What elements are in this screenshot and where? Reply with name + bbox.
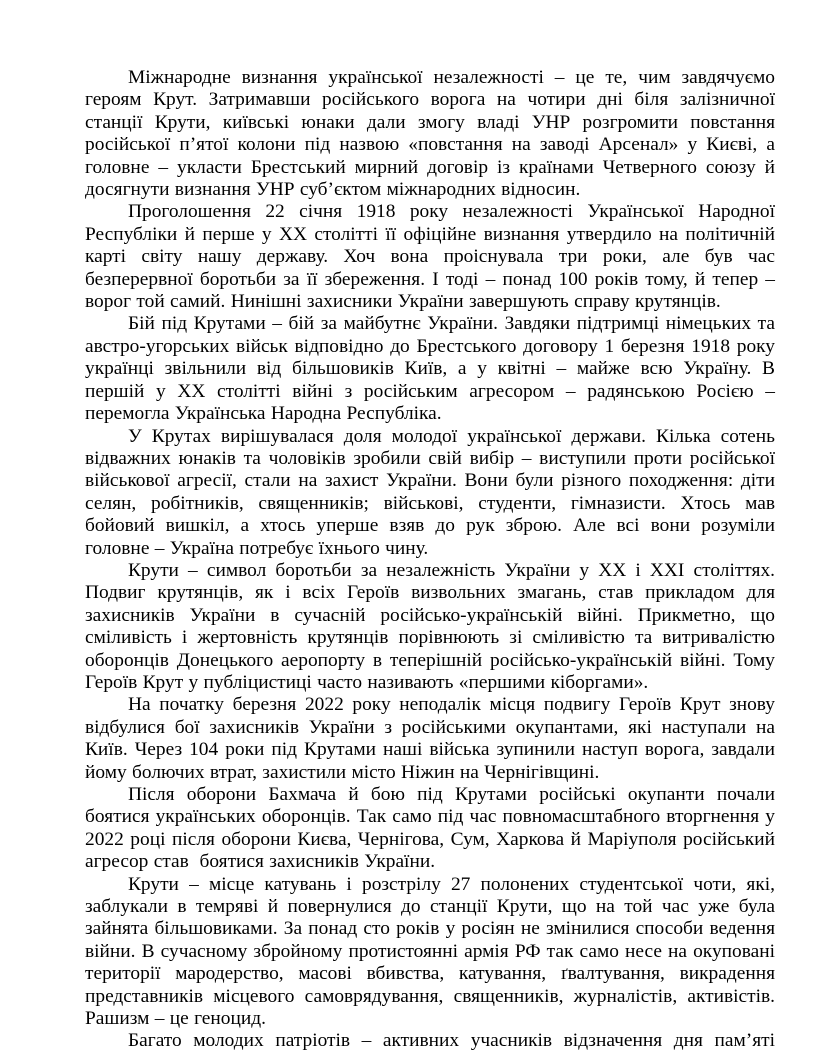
paragraph: Проголошення 22 січня 1918 року незалежності Української Народної Республіки й перше у ХХ столітті її офіційне визнання утвердило на політичній карті світу нашу державу. Хоч вона проіснувала три роки, але був час безперервної боротьби за її збереження. І тоді – понад 100 років тому, й тепер – ворог той самий. Нинішні захисники України завершують справу крутянців. — [85, 201, 775, 313]
paragraph: Крути – місце катувань і розстрілу 27 полонених студентської чоти, які, заблукали в темряві й повернулися до станції Крути, що на той час уже була зайнята більшовиками. За понад сто років у росіян не змінилися способи ведення війни. В сучасному збройному протистоянні армія РФ так само несе на окуповані території мародерство, масові вбивства, катування, ґвалтування, викрадення представників місцевого самоврядування, священників, журналістів, активістів. Рашизм – це геноцид. — [85, 873, 775, 1030]
paragraph: Міжнародне визнання української незалежності – це те, чим завдячуємо героям Крут. Затримавши російського ворога на чотири дні біля залізничної станції Крути, київські юнаки дали змогу владі УНР розгромити повстання російської п’ятої колони під назвою «повстання на заводі Арсенал» у Києві, а головне – укласти Брестський мирний договір із країнами Четверного союзу й досягнути визнання УНР суб’єктом міжнародних відносин. — [85, 67, 775, 201]
paragraph: У Крутах вирішувалася доля молодої української держави. Кілька сотень відважних юнаків та чоловіків зробили свій вибір – виступили проти російської військової агресії, стали на захист України. Вони були різного походження: діти селян, робітників, священників; військові, студенти, гімназисти. Хтось мав бойовий вишкіл, а хтось уперше взяв до рук зброю. Але всі вони розуміли головне – Україна потребує їхнього чину. — [85, 425, 775, 559]
paragraph: Бій під Крутами – бій за майбутнє України. Завдяки підтримці німецьких та австро-угорських військ відповідно до Брестського договору 1 березня 1918 року українці звільнили від більшовиків Київ, а у квітні – майже всю Україну. В першій у ХХ столітті війні з російським агресором – радянською Росією – перемогла Українська Народна Республіка. — [85, 313, 775, 425]
paragraph: На початку березня 2022 року неподалік місця подвигу Героїв Крут знову відбулися бої захисників України з російськими окупантами, які наступали на Київ. Через 104 роки під Крутами наші війська зупинили наступ ворога, завдали йому болючих втрат, захистили місто Ніжин на Чернігівщині. — [85, 694, 775, 783]
paragraph: Після оборони Бахмача й бою під Крутами російські окупанти почали боятися українських оборонців. Так само під час повномасштабного вторгнення у 2022 році після оборони Києва, Чернігова, Сум, Харкова й Маріуполя російський агресор став боятися захисників України. — [85, 784, 775, 873]
paragraph: Крути – символ боротьби за незалежність України у ХХ і ХХІ століттях. Подвиг крутянців, як і всіх Героїв визвольних змагань, став прикладом для захисників України в сучасній російсько-українській війні. Прикметно, що сміливість і жертовність крутянців порівнюють зі сміливістю та витривалістю оборонців Донецького аеропорту в теперішній російсько-українській війні. Тому Героїв Крут у публіцистиці часто називають «першими кіборгами». — [85, 559, 775, 693]
paragraph-cut-off: Багато молодих патріотів – активних учасників відзначення дня пам’яті — [128, 1030, 775, 1052]
